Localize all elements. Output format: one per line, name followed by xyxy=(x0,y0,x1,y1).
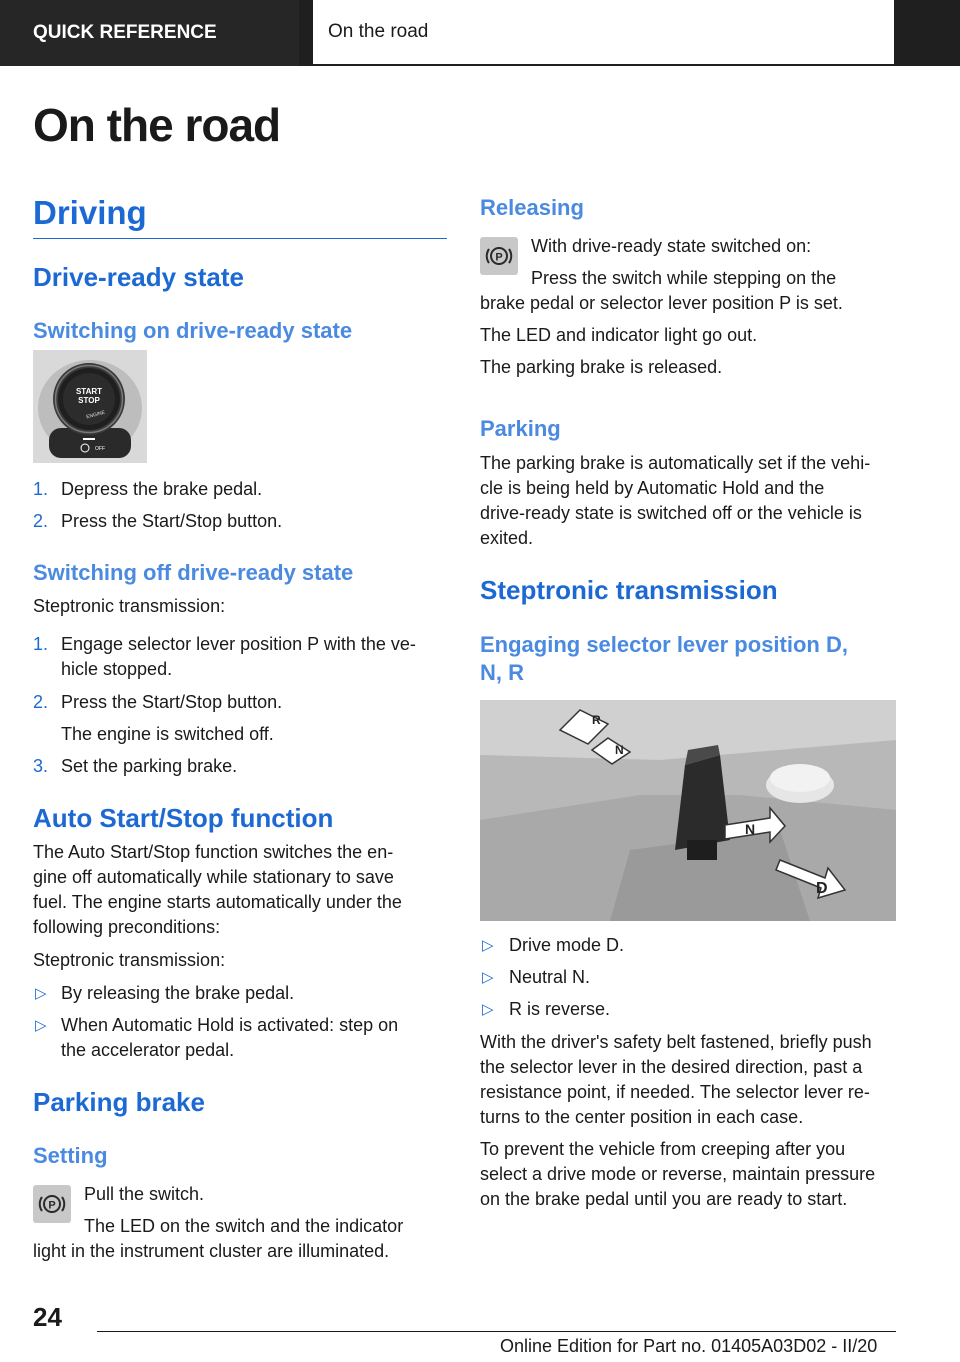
parking-heading: Parking xyxy=(480,416,561,441)
engaging-text: resistance point, if needed. The selector lever re- xyxy=(480,1082,870,1102)
step-number: 2. xyxy=(33,511,49,531)
neutral-label: N xyxy=(745,821,756,837)
step-number: 2. xyxy=(33,692,49,712)
parking-brake-icon xyxy=(480,237,518,275)
bullet-text: When Automatic Hold is activated: step on xyxy=(61,1015,399,1035)
releasing-text: brake pedal or selector lever position P is set. xyxy=(480,293,843,313)
page-number: 24 xyxy=(33,1302,62,1332)
bullet-text: R is reverse. xyxy=(509,999,611,1019)
svg-text:P: P xyxy=(48,1199,56,1212)
releasing-text: The parking brake is released. xyxy=(480,357,723,377)
engaging-heading: Engaging selector lever position D, xyxy=(480,632,848,657)
page-title: On the road xyxy=(33,99,281,151)
parking-text: drive-ready state is switched off or the vehicle is xyxy=(480,503,862,523)
off-label: OFF xyxy=(95,446,105,452)
bullet-triangle-icon: ▷ xyxy=(35,1017,47,1034)
engine-label: ENGINE xyxy=(85,409,106,421)
engaging-text: With the driver's safety belt fastened, briefly push xyxy=(480,1032,872,1052)
step-text-continued: hicle stopped. xyxy=(61,659,173,679)
engaging-text: turns to the center position in each case. xyxy=(480,1107,804,1127)
drive-ready-heading: Drive-ready state xyxy=(33,262,244,292)
bullet-triangle-icon: ▷ xyxy=(35,985,47,1002)
start-stop-button-image xyxy=(33,350,147,463)
footer-divider xyxy=(97,1331,896,1332)
parking-text: exited. xyxy=(480,528,534,548)
step-text: Depress the brake pedal. xyxy=(61,479,263,499)
step-number: 1. xyxy=(33,479,49,499)
releasing-text: With drive-ready state switched on: xyxy=(531,236,812,256)
step-number: 3. xyxy=(33,756,49,776)
auto-start-stop-heading: Auto Start/Stop function xyxy=(33,803,334,833)
header-chapter-label: On the road xyxy=(311,0,896,66)
parking-text: The parking brake is automatically set if the vehi- xyxy=(480,453,871,473)
bullet-triangle-icon: ▷ xyxy=(482,1001,494,1018)
step-text: Engage selector lever position P with the ve- xyxy=(61,634,416,654)
engaging-heading-continued: N, R xyxy=(480,660,524,685)
footer-edition: Online Edition for Part no. 01405A03D02 - II/20 xyxy=(500,1336,878,1356)
step-text: Set the parking brake. xyxy=(61,756,238,776)
releasing-heading: Releasing xyxy=(480,195,584,220)
bullet-triangle-icon: ▷ xyxy=(482,969,494,986)
driving-heading: Driving xyxy=(33,194,447,239)
parking-text: cle is being held by Automatic Hold and the xyxy=(480,478,825,498)
start-label: START xyxy=(75,387,103,396)
step-note: The engine is switched off. xyxy=(61,724,274,744)
step-text: Press the Start/Stop button. xyxy=(61,511,283,531)
engaging-text: select a drive mode or reverse, maintain pressure xyxy=(480,1164,876,1184)
step-number: 1. xyxy=(33,634,49,654)
releasing-text: The LED and indicator light go out. xyxy=(480,325,758,345)
neutral-label: N xyxy=(615,743,624,757)
reverse-label: R xyxy=(592,713,601,727)
bullet-text: Neutral N. xyxy=(509,967,591,987)
setting-text: The LED on the switch and the indicator xyxy=(84,1216,404,1236)
bullet-triangle-icon: ▷ xyxy=(482,937,494,954)
auto-start-stop-intro: Steptronic transmission: xyxy=(33,950,226,970)
setting-text: light in the instrument cluster are illuminated. xyxy=(33,1241,390,1261)
svg-text:P: P xyxy=(495,251,503,264)
stop-label: STOP xyxy=(78,396,100,405)
releasing-text: Press the switch while stepping on the xyxy=(531,268,837,288)
switch-off-intro: Steptronic transmission: xyxy=(33,596,226,616)
auto-start-stop-text: gine off automatically while stationary to save xyxy=(33,867,394,887)
setting-heading: Setting xyxy=(33,1143,108,1168)
drive-label: D xyxy=(816,880,828,897)
engaging-text: To prevent the vehicle from creeping after you xyxy=(480,1139,846,1159)
parking-brake-icon xyxy=(33,1185,71,1223)
header-section-label: QUICK REFERENCE xyxy=(0,0,299,66)
auto-start-stop-text: fuel. The engine starts automatically under the xyxy=(33,892,402,912)
parking-brake-heading: Parking brake xyxy=(33,1087,205,1117)
switch-on-heading: Switching on drive-ready state xyxy=(33,318,353,343)
engaging-text: the selector lever in the desired direction, past a xyxy=(480,1057,863,1077)
steptronic-heading: Steptronic transmission xyxy=(480,575,778,605)
engaging-text: on the brake pedal until you are ready to start. xyxy=(480,1189,848,1209)
setting-text: Pull the switch. xyxy=(84,1184,205,1204)
switch-off-heading: Switching off drive-ready state xyxy=(33,560,354,585)
step-text: Press the Start/Stop button. xyxy=(61,692,283,712)
bullet-text: By releasing the brake pedal. xyxy=(61,983,295,1003)
auto-start-stop-text: following preconditions: xyxy=(33,917,221,937)
auto-start-stop-text: The Auto Start/Stop function switches the en- xyxy=(33,842,394,862)
bullet-text-continued: the accelerator pedal. xyxy=(61,1040,235,1060)
bullet-text: Drive mode D. xyxy=(509,935,625,955)
selector-lever-illustration xyxy=(480,700,896,921)
